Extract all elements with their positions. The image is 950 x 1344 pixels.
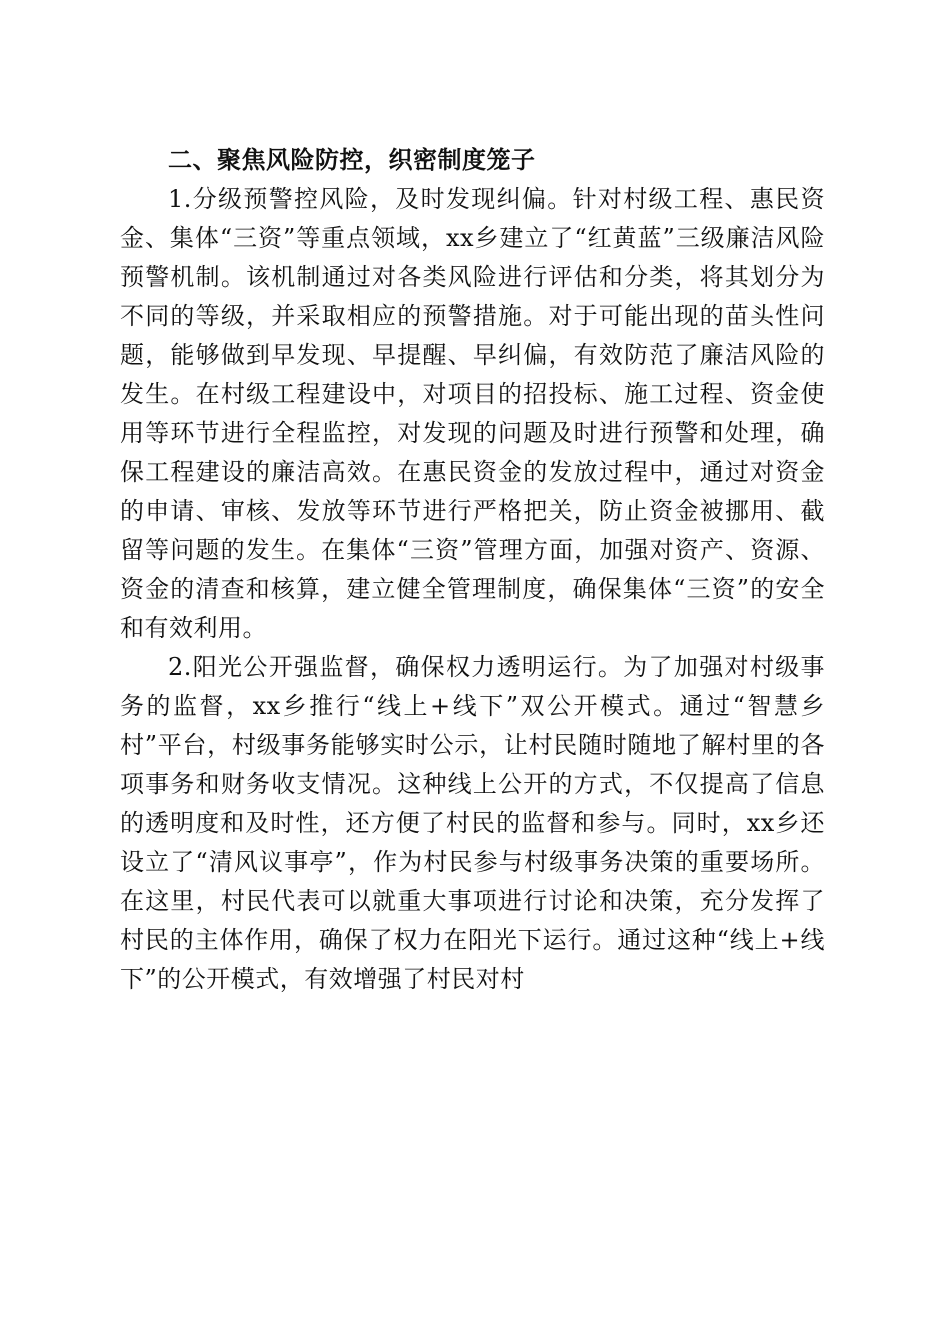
- paragraph-risk-warning: 1.分级预警控风险，及时发现纠偏。针对村级工程、惠民资金、集体“三资”等重点领域，xx乡建立了“红黄蓝”三级廉洁风险预警机制。该机制通过对各类风险进行评估和分类，将其划分为不同的等级，并采取相应的预警措施。对于可能出现的苗头性问题，能够做到早发现、早提醒、早纠偏，有效防范了廉洁风险的发生。在村级工程建设中，对项目的招投标、施工过程、资金使用等环节进行全程监控，对发现的问题及时进行预警和处理，确保工程建设的廉洁高效。在惠民资金的发放过程中，通过对资金的申请、审核、发放等环节进行严格把关，防止资金被挪用、截留等问题的发生。在集体“三资”管理方面，加强对资产、资源、资金的清查和核算，建立健全管理制度，确保集体“三资”的安全和有效利用。: [120, 185, 825, 642]
- document-body: [120, 140, 825, 999]
- section-heading: 二、聚焦风险防控，织密制度笼子: [168, 146, 536, 174]
- paragraph-open-supervision: 2.阳光公开强监督，确保权力透明运行。为了加强对村级事务的监督，xx乡推行“线上+线下”双公开模式。通过“智慧乡村”平台，村级事务能够实时公示，让村民随时随地了解村里的各项事务和财务收支情况。这种线上公开的方式，不仅提高了信息的透明度和及时性，还方便了村民的监督和参与。同时，xx乡还设立了“清风议事亭”，作为村民参与村级事务决策的重要场所。在这里，村民代表可以就重大事项进行讨论和决策，充分发挥了村民的主体作用，确保了权力在阳光下运行。通过这种“线上+线下”的公开模式，有效增强了村民对村: [120, 653, 825, 993]
